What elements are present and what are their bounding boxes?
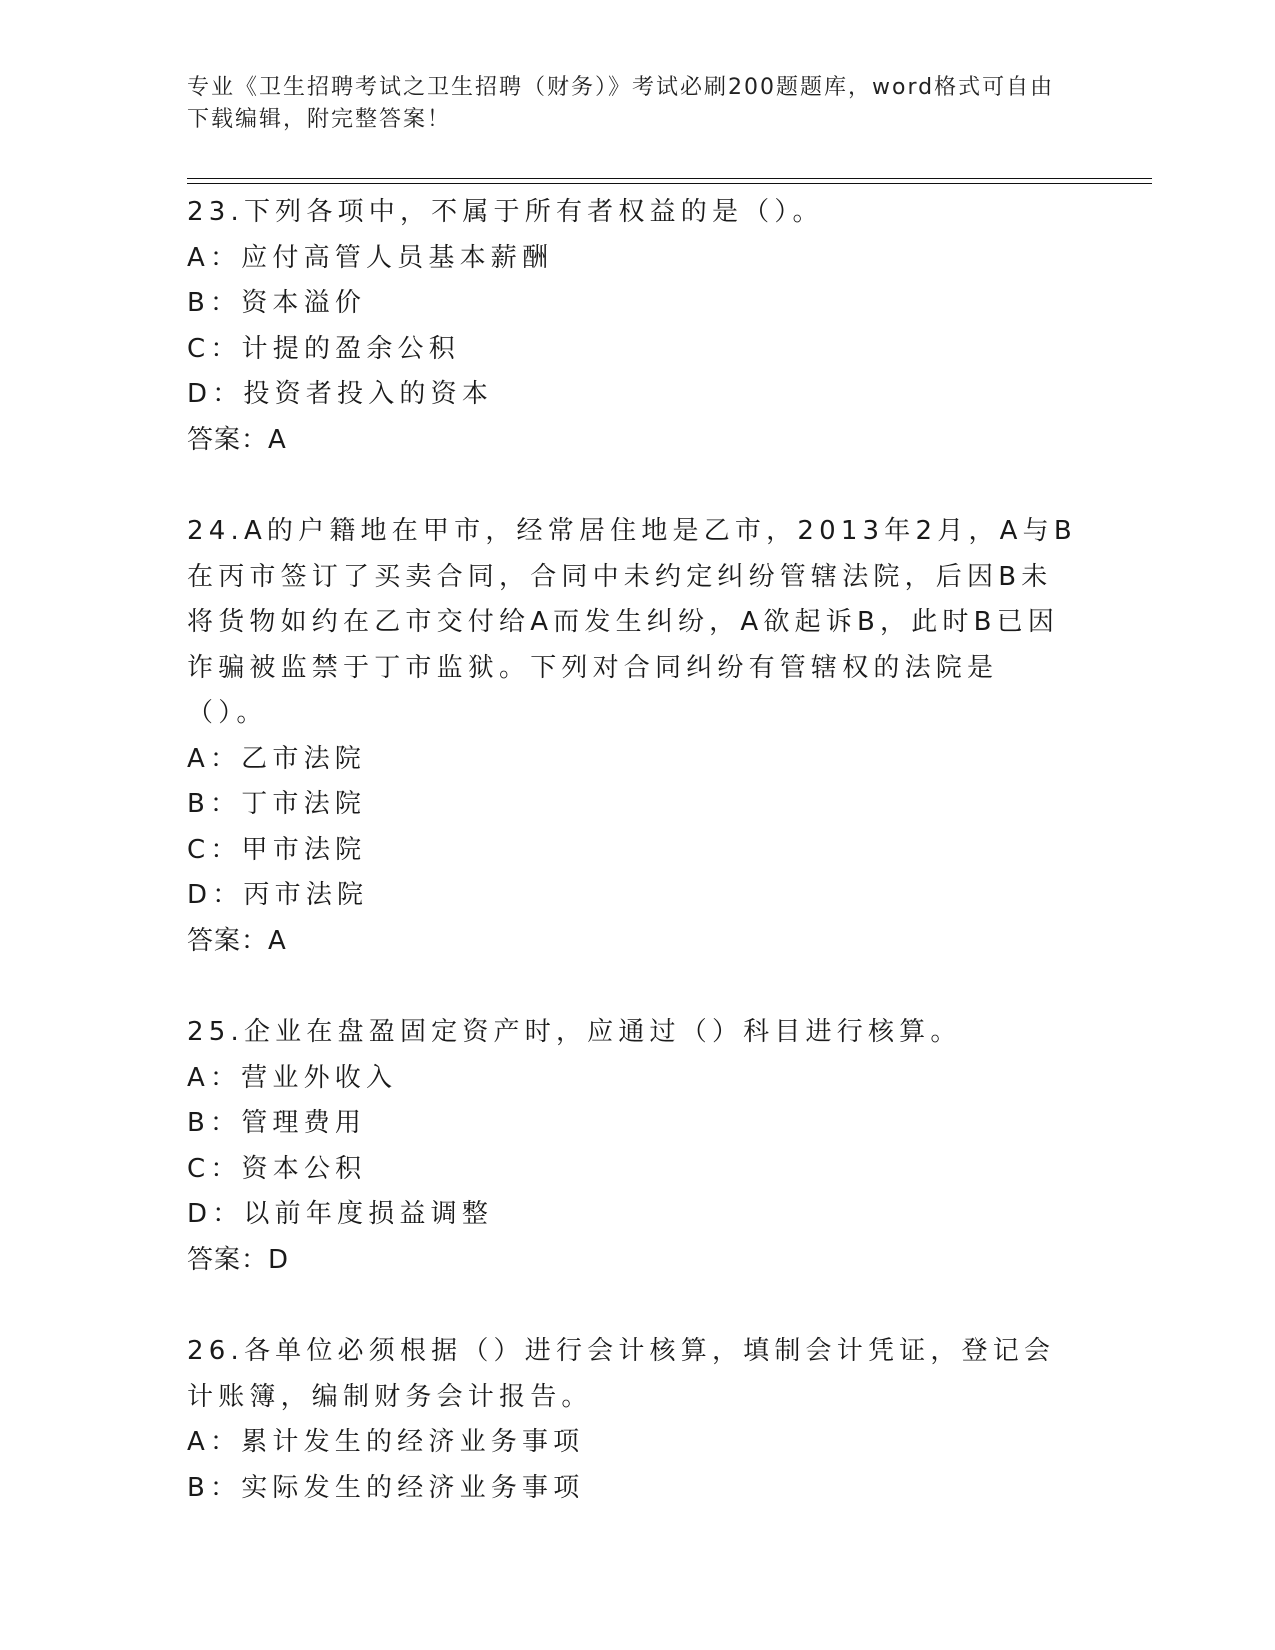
answer: 答案：A <box>187 925 287 956</box>
answer: 答案：A <box>187 424 287 455</box>
option-a: A：累计发生的经济业务事项 <box>187 1427 585 1457</box>
question-26 <box>187 1329 1077 1511</box>
option-b: B：实际发生的经济业务事项 <box>187 1472 585 1503</box>
option-a: A：应付高管人员基本薪酬 <box>187 242 554 273</box>
header-divider-bottom <box>187 183 1152 184</box>
option-c: C：计提的盈余公积 <box>187 333 460 364</box>
option-b: B：资本溢价 <box>187 288 367 318</box>
option-d: D：以前年度损益调整 <box>187 1199 494 1229</box>
option-a: A：乙市法院 <box>187 743 366 774</box>
header-divider-top <box>187 178 1152 179</box>
option-c: C：甲市法院 <box>187 834 367 865</box>
question-25 <box>187 1010 1077 1283</box>
option-d: D：投资者投入的资本 <box>187 379 494 409</box>
question-stem: 25.企业在盘盈固定资产时，应通过（）科目进行核算。 <box>187 1017 962 1047</box>
answer: 答案：D <box>187 1244 290 1275</box>
question-stem: 23.下列各项中，不属于所有者权益的是（）。 <box>187 197 824 227</box>
option-d: D：丙市法院 <box>187 880 369 910</box>
question-list <box>187 190 1077 1557</box>
option-c: C：资本公积 <box>187 1153 367 1184</box>
question-24 <box>187 509 1077 964</box>
option-b: B：丁市法院 <box>187 789 367 819</box>
option-a: A：营业外收入 <box>187 1062 398 1093</box>
question-23 <box>187 190 1077 463</box>
question-stem: 24.A的户籍地在甲市，经常居住地是乙市，2013年2月，A与B在丙市签订了买卖合同，合同中未约定纠纷管辖法院，后因B未将货物如约在乙市交付给A而发生纠纷，A欲起诉B，此时B已因诈骗被监禁于丁市监狱。下列对合同纠纷有管辖权的法院是（）。 <box>187 516 1077 728</box>
document-header: 专业《卫生招聘考试之卫生招聘（财务）》考试必刷200题题库，word格式可自由下载编辑，附完整答案！ <box>187 75 1055 132</box>
question-stem: 26.各单位必须根据（）进行会计核算，填制会计凭证，登记会计账簿，编制财务会计报告。 <box>187 1336 1056 1412</box>
option-b: B：管理费用 <box>187 1108 367 1138</box>
